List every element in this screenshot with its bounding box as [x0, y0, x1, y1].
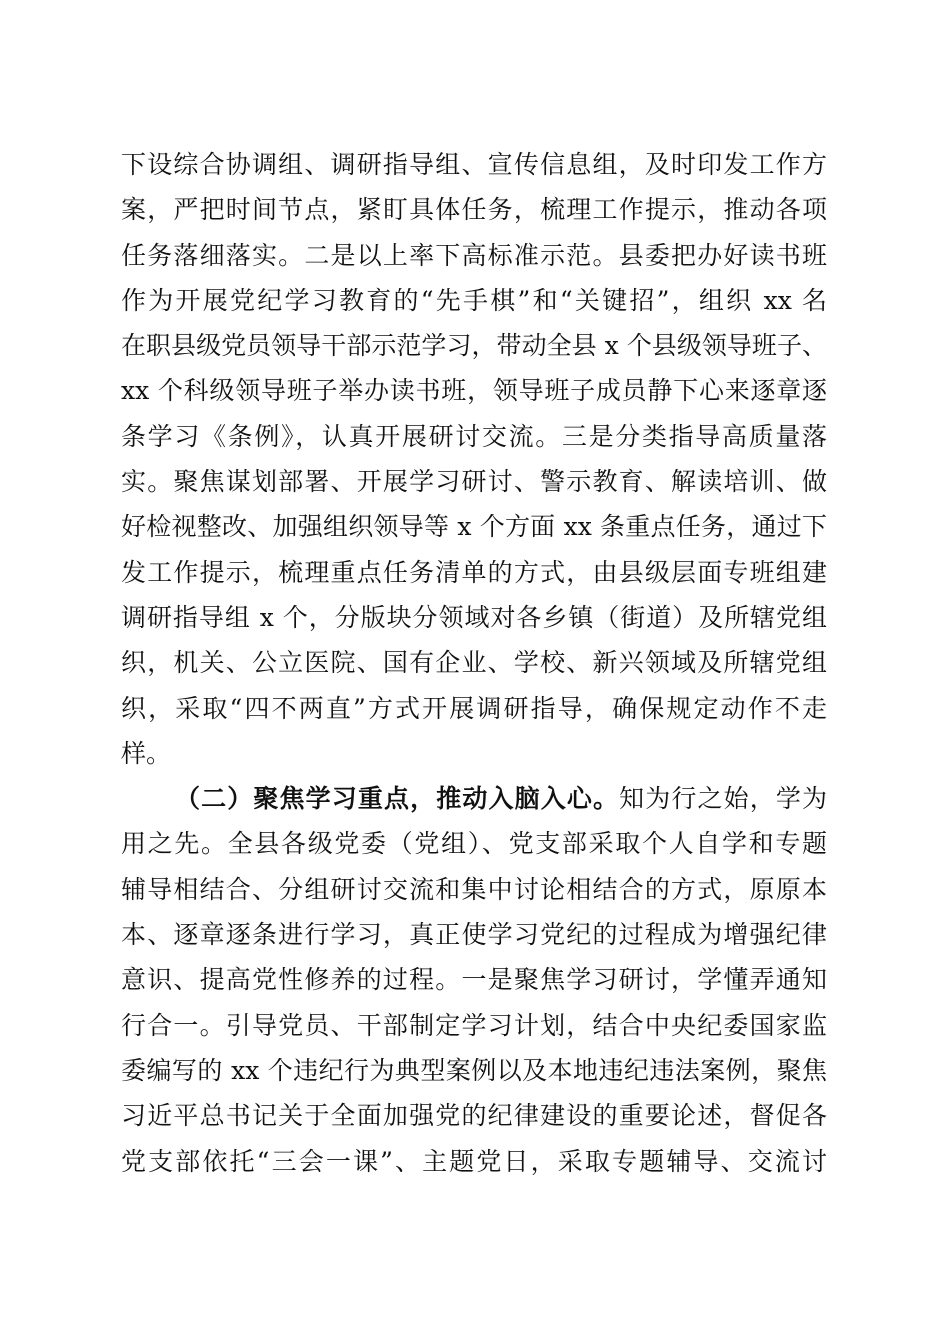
- paragraph-1-line: 在职县级党员领导干部示范学习，带动全县 x 个县级领导班子、: [121, 331, 827, 361]
- paragraph-1-line: 条学习《条例》，认真开展研讨交流。三是分类指导高质量落: [121, 421, 827, 451]
- paragraph-2-line: 委编写的 xx 个违纪行为典型案例以及本地违纪违法案例，聚焦: [121, 1055, 827, 1085]
- paragraph-1-line: 调研指导组 x 个，分版块分领域对各乡镇（街道）及所辖党组: [121, 602, 827, 632]
- paragraph-2: [121, 776, 827, 1184]
- section-heading: （二）聚焦学习重点，推动入脑入心。: [175, 784, 620, 814]
- section-heading-tail: 知为行之始，学为: [619, 784, 827, 814]
- paragraph-2-line: 辅导相结合、分组研讨交流和集中讨论相结合的方式，原原本: [121, 874, 827, 904]
- paragraph-1-line: 织，采取“四不两直”方式开展调研指导，确保规定动作不走: [121, 693, 827, 723]
- paragraph-1-line: 案，严把时间节点，紧盯具体任务，梳理工作提示，推动各项: [121, 195, 827, 225]
- paragraph-2-line: 用之先。全县各级党委（党组）、党支部采取个人自学和专题: [121, 829, 827, 859]
- paragraph-2-first-line: [121, 776, 827, 821]
- paragraph-1: [121, 142, 827, 776]
- paragraph-1-line: 织，机关、公立医院、国有企业、学校、新兴领域及所辖党组: [121, 648, 827, 678]
- paragraph-2-line: 党支部依托“三会一课”、主题党日，采取专题辅导、交流讨: [121, 1146, 827, 1176]
- paragraph-2-line: 本、逐章逐条进行学习，真正使学习党纪的过程成为增强纪律: [121, 920, 827, 950]
- paragraph-1-line: xx 个科级领导班子举办读书班，领导班子成员静下心来逐章逐: [121, 376, 827, 406]
- paragraph-1-line: 下设综合协调组、调研指导组、宣传信息组，及时印发工作方: [121, 150, 827, 179]
- paragraph-1-line: 任务落细落实。二是以上率下高标准示范。县委把办好读书班: [121, 240, 827, 270]
- paragraph-2-line: 习近平总书记关于全面加强党的纪律建设的重要论述，督促各: [121, 1101, 827, 1131]
- document-body: [121, 142, 827, 1184]
- paragraph-1-line: 发工作提示，梳理重点任务清单的方式，由县级层面专班组建: [121, 557, 827, 587]
- paragraph-1-line: 样。: [121, 738, 172, 768]
- paragraph-2-line: 意识、提高党性修养的过程。一是聚焦学习研讨，学懂弄通知: [121, 965, 827, 995]
- paragraph-1-line: 实。聚焦谋划部署、开展学习研讨、警示教育、解读培训、做: [121, 467, 827, 497]
- paragraph-2-line: 行合一。引导党员、干部制定学习计划，结合中央纪委国家监: [121, 1010, 827, 1040]
- paragraph-1-line: 好检视整改、加强组织领导等 x 个方面 xx 条重点任务，通过下: [121, 512, 827, 542]
- paragraph-1-line: 作为开展党纪学习教育的“先手棋”和“关键招”，组织 xx 名: [121, 285, 827, 315]
